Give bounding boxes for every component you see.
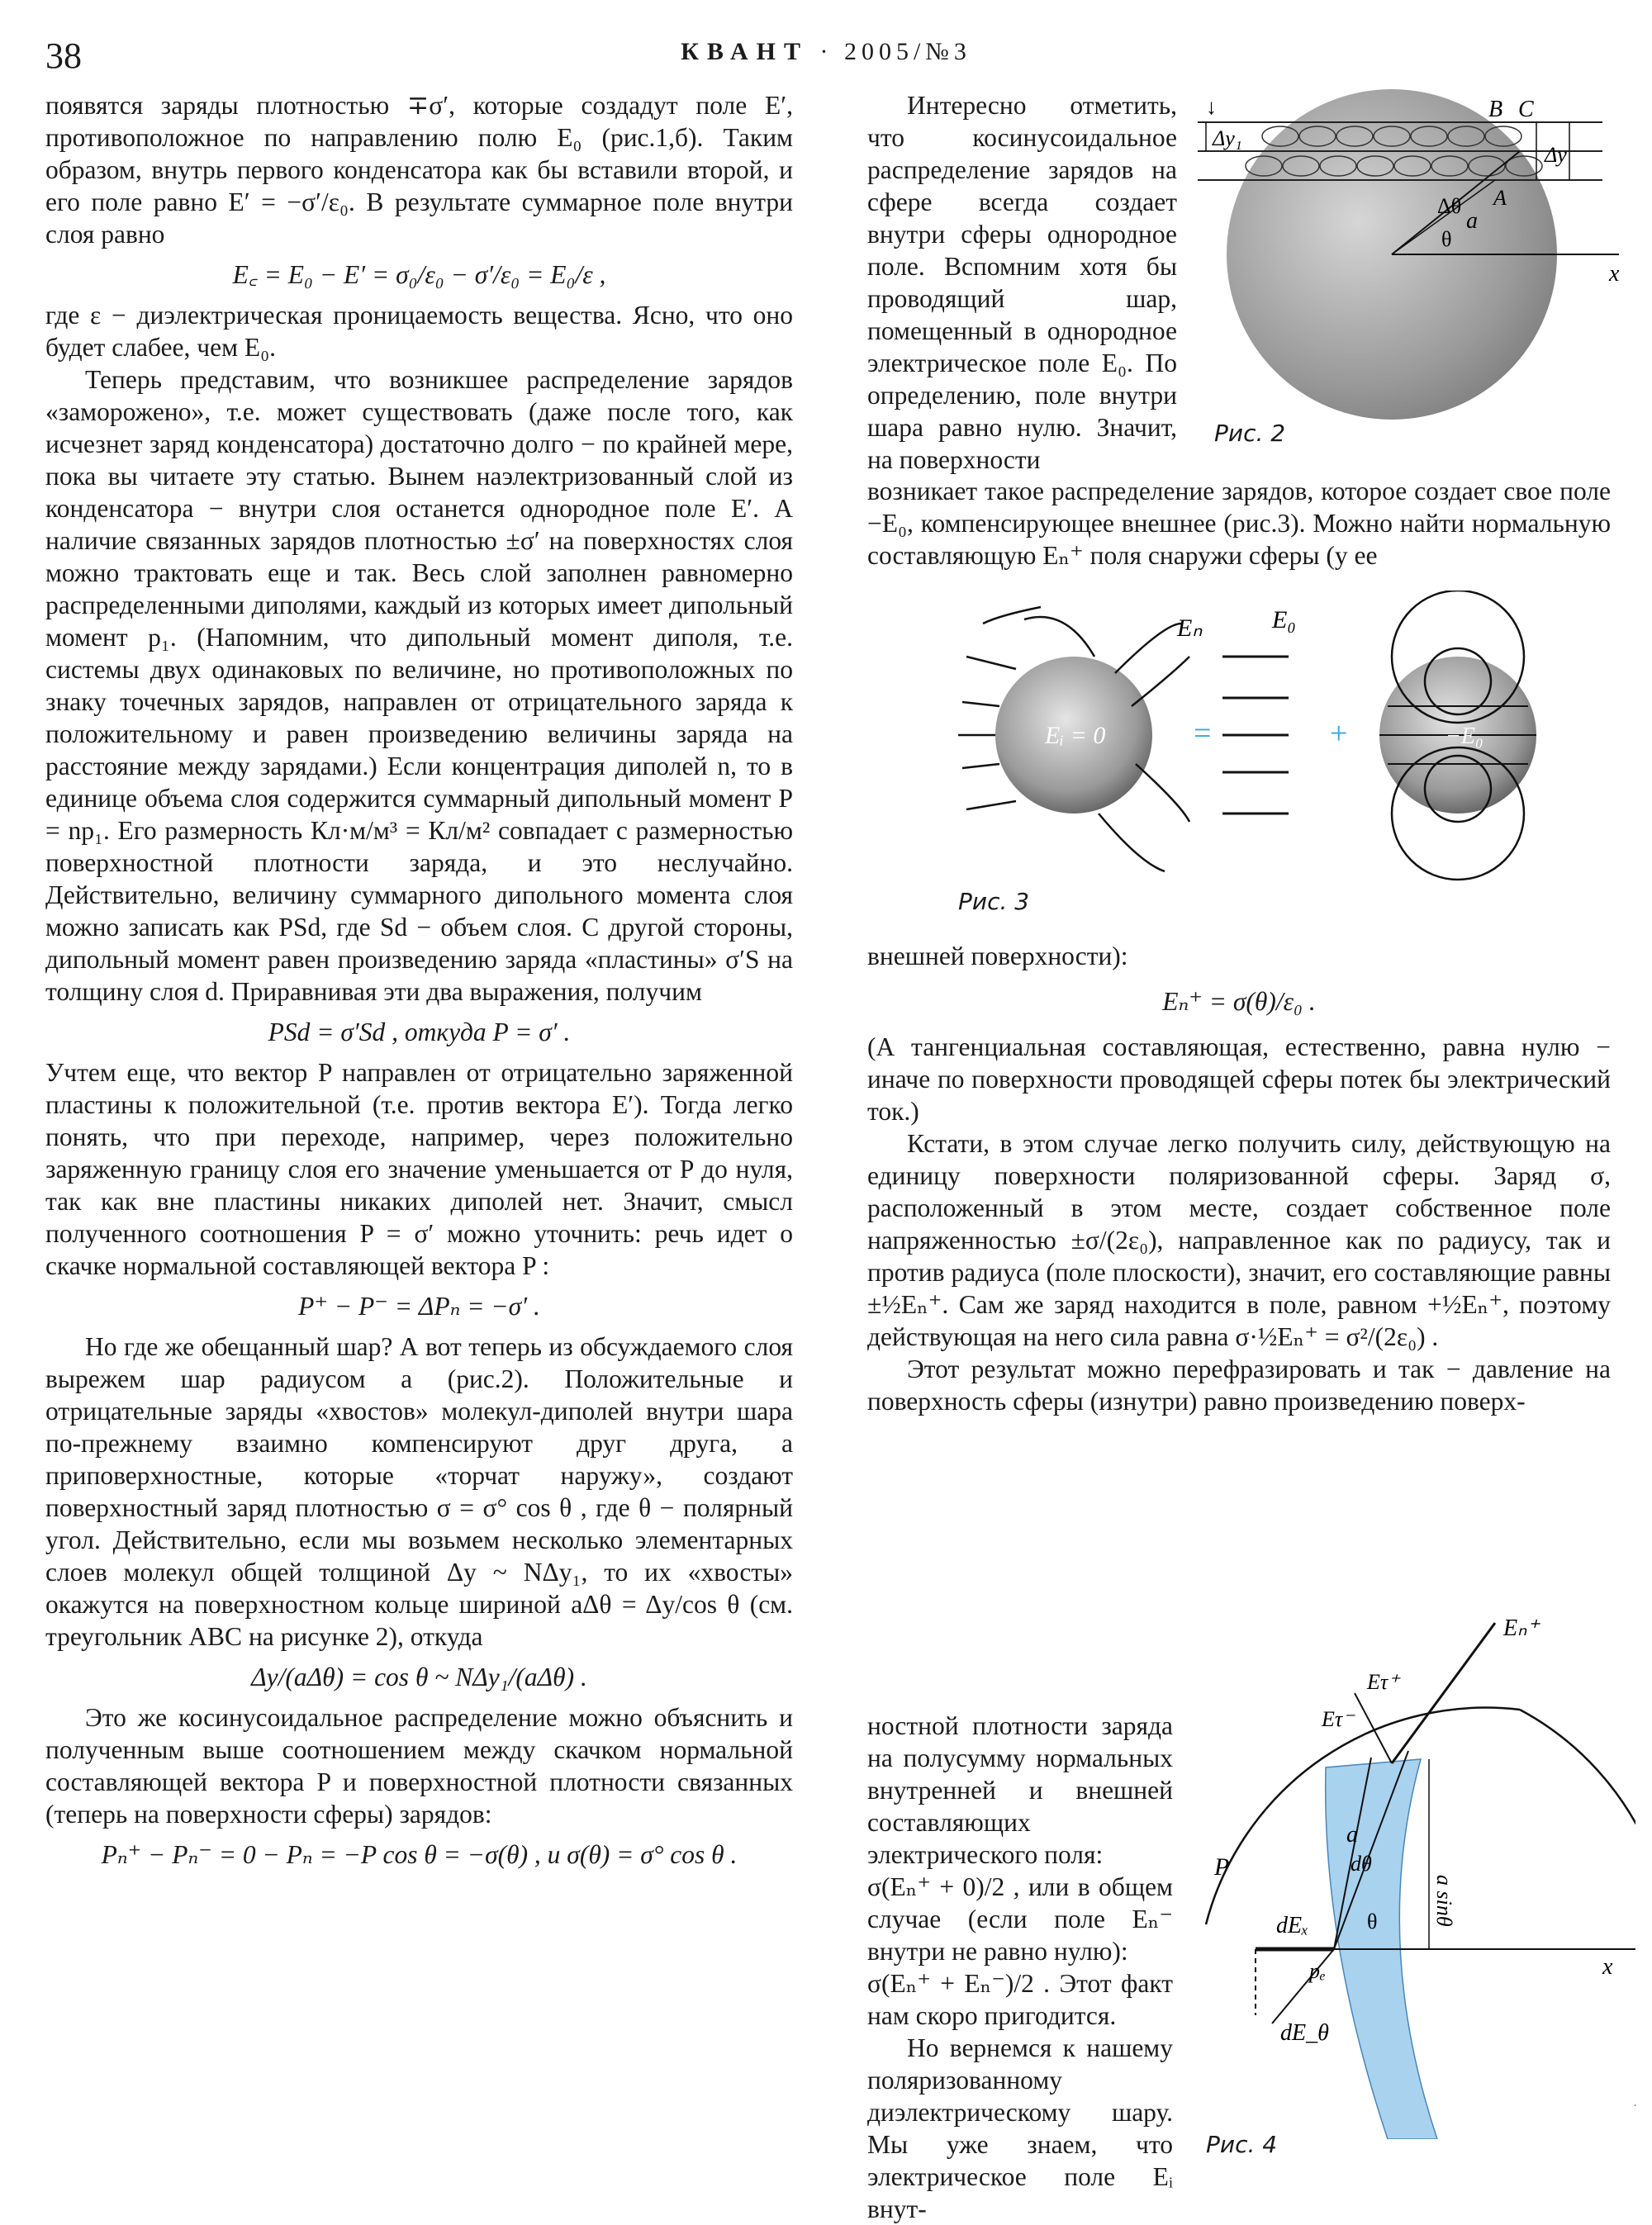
equation: Pₙ⁺ − Pₙ⁻ = 0 − Pₙ = −P cos θ = −σ(θ) , и σ(θ) = σ° cos θ . [101,1840,738,1869]
paragraph: Учтем еще, что вектор P направлен от отрицательно заряженной пластины к положительной (т.е. против вектора E′). Тогда легко понять, что при переходе, например, через положительно заряженную границу слоя его значение уменьшается от P до нуля, так как вне пластины никаких диполей нет. Значит, смысл полученного соотношения P = σ′ можно уточнить: речь идет о скачке нормальной составляющей вектора P : [45,1058,793,1280]
fig2-label: x [1609,261,1620,287]
paragraph: появятся заряды плотностью ∓σ′, которые создадут поле E′, противоположное по направлению полю E₀ (рис.1,б). Таким образом, внутрь первого конденсатора как бы вставили второй, и его поле равно E′ = −σ′/ε₀. В результате суммарное поле внутри слоя равно [45,91,793,249]
paragraph: σ(Eₙ⁺ + 0)/2 , или в общем случае (если поле Eₙ⁻ внутри не равно нулю): [867,1872,1173,1966]
fig2-label: C [1518,97,1534,122]
fig4-label: dE_θ [1280,2020,1329,2046]
figure-2-caption: Рис. 2 [1214,420,1286,447]
fig2-label: A [1493,186,1507,210]
fig2-label: a [1466,208,1478,234]
right-column-mid [867,940,1611,1417]
paragraph: Но где же обещанный шар? А вот теперь из обсуждаемого слоя вырежем шар радиусом a (рис.2). Положительные и отрицательные заряды «хвостов» молекул-диполей внутри шара по-прежнему взаимно компенсируют друг друга, а приповерхностные, которые «торчат наружу», создают поверхностный заряд плотностью σ = σ° cos θ , где θ − полярный угол. Действительно, если мы возьмем несколько элементарных слоев молекул общей толщиной Δy ~ NΔy₁, то их «хвосты» окажутся на поверхностном кольце шириной aΔθ = Δy/cos θ (см. треугольник ABC на рисунке 2), откуда [45,1332,793,1651]
fig3-label: Eᵢ = 0 [1045,722,1106,749]
paragraph: Интересно отметить, что косинусоидальное распределение зарядов на сфере всегда создает внутри сферы однородное поле. Вспомним хотя бы проводящий шар, помещенный в однородное электрическое поле E₀. По определению, поле внутри шара равно нулю. Значит, на поверхности [867,91,1177,474]
fig4-label: a [1346,1822,1358,1848]
figure-2-drawing [1189,89,1635,469]
issue-label: · 2005/№3 [819,38,971,65]
magazine-name: КВАНТ [681,38,809,65]
page-number: 38 [45,36,82,76]
fig4-label: dEₓ [1276,1913,1309,1938]
paragraph: Кстати, в этом случае легко получить силу, действующую на единицу поверхности поляризованной сферы. Заряд σ, расположенный в этом месте, создает собственное поле напряженностью ±σ/(2ε₀), направленное как по радиусу, так и против радиуса (поле плоскости), значит, его составляющие равны ±½Eₙ⁺. Сам же заряд находится в поле, равном +½Eₙ⁺, поэтому действующая на него сила равна σ·½Eₙ⁺ = σ²/(2ε₀) . [867,1129,1611,1351]
fig4-label: dθ [1351,1852,1372,1876]
fig2-label: Δθ [1437,194,1462,218]
paragraph: (А тангенциальная составляющая, естественно, равна нулю − иначе по поверхности проводящей сферы потек бы электрический ток.) [867,1032,1611,1126]
figure-2 [1189,89,1635,469]
fig3-label: Eₙ [1177,614,1203,642]
figure-4-caption: Рис. 4 [1206,2131,1278,2158]
page-header [0,35,1652,84]
fig4-label: Eₙ⁺ [1503,1615,1540,1641]
fig3-label: E₀ [1272,606,1296,633]
paragraph: σ(Eₙ⁺ + Eₙ⁻)/2 . Этот факт нам скоро пригодится. [867,1969,1173,2030]
paragraph: внешней поверхности): [867,942,1128,970]
fig4-label: pₑ [1309,1959,1326,1983]
fig4-label: Eτ⁺ [1367,1670,1399,1694]
fig2-label: B [1488,97,1503,122]
equation: PSd = σ′Sd , откуда P = σ′ . [268,1018,571,1046]
paragraph: Этот результат можно перефразировать и так − давление на поверхность сферы (изнутри) равно произведению поверх- [867,1354,1611,1416]
figure-3-caption: Рис. 3 [958,888,1030,915]
fig3-label: + [1330,716,1348,751]
figure-3 [950,591,1578,933]
right-column-wide [867,475,1611,572]
fig2-label: Δy₁ [1213,126,1242,150]
fig3-label: −E₀ [1446,723,1483,749]
left-column [45,89,793,1879]
magazine-title [0,38,1652,66]
paragraph: Теперь представим, что возникшее распределение зарядов «заморожено», т.е. может существовать (даже после того, как исчезнет заряд конденсатора) достаточно долго − по крайней мере, пока вы читаете эту статью. Вынем наэлектризованный слой из конденсатора − внутри слоя останется однородное поле E′. А наличие связанных зарядов плотностью ±σ′ на поверхностях слоя можно трактовать еще и так. Весь слой заполнен равномерно распределенными диполями, каждый из которых имеет дипольный момент p₁. (Напомним, что дипольный момент диполя, т.е. системы двух одинаковых по величине, но противоположных по знаку точечных зарядов, направлен от отрицательного заряда к положительному и равен произведению величины заряда на расстояние между зарядами.) Если концентрация диполей n, то в единице объема слоя содержится суммарный дипольный момент P = np₁. Его размерность Кл·м/м³ = Кл/м² совпадает с размерностью поверхностной плотности заряда, и это неслучайно. Действительно, величину суммарного дипольного момента слоя можно записать как PSd, где Sd − объем слоя. С другой стороны, дипольный момент равен произведению заряда «пластины» σ′S на толщину слоя d. Приравнивая эти два выражения, получим [45,365,793,1006]
paragraph: Это же косинусоидальное распределение можно объяснить и полученным выше соотношением между скачком нормальной составляющей вектора P и поверхностной плотности связанных (теперь на поверхности сферы) зарядов: [45,1703,793,1829]
paragraph: ностной плотности заряда на полусумму нормальных внутренней и внешней составляющих электрического поля: [867,1711,1173,1869]
fig4-label: P [1214,1853,1230,1881]
paragraph: где ε − диэлектрическая проницаемость вещества. Ясно, что оно будет слабее, чем E₀. [45,301,793,362]
paragraph: Но вернемся к нашему поляризованному диэлектрическому шару. Мы уже знаем, что электрическое поле Eᵢ внут- [867,2033,1173,2223]
fig2-label: Δy [1545,143,1567,167]
equation: Eₙ⁺ = σ(θ)/ε₀ . [1162,987,1316,1016]
figure-4-drawing [1189,1611,1635,2139]
equation: E꜀ = E₀ − E′ = σ₀/ε₀ − σ′/ε₀ = E₀/ε , [232,260,606,289]
fig3-label: = [1194,716,1212,751]
fig2-label: θ [1441,227,1452,251]
figure-4 [1189,1611,1635,2189]
right-column-narrow [867,1710,1173,2225]
equation: Δy/(aΔθ) = cos θ ~ NΔy₁/(aΔθ) . [251,1663,587,1691]
figure-3-drawing [950,591,1578,904]
equation: P⁺ − P⁻ = ΔPₙ = −σ′ . [298,1292,540,1321]
fig4-label: x [1602,1954,1613,1980]
paragraph: возникает такое распределение зарядов, которое создает свое поле −E₀, компенсирующее внешнее (рис.3). Можно найти нормальную составляющую Eₙ⁺ поля снаружи сферы (у ее [867,477,1611,570]
fig2-label-arrow: ↓ [1206,95,1217,119]
fig4-label: Eτ⁻ [1322,1707,1354,1731]
fig4-label: θ [1367,1910,1378,1933]
fig4-label: a sinθ [1432,1875,1456,1927]
